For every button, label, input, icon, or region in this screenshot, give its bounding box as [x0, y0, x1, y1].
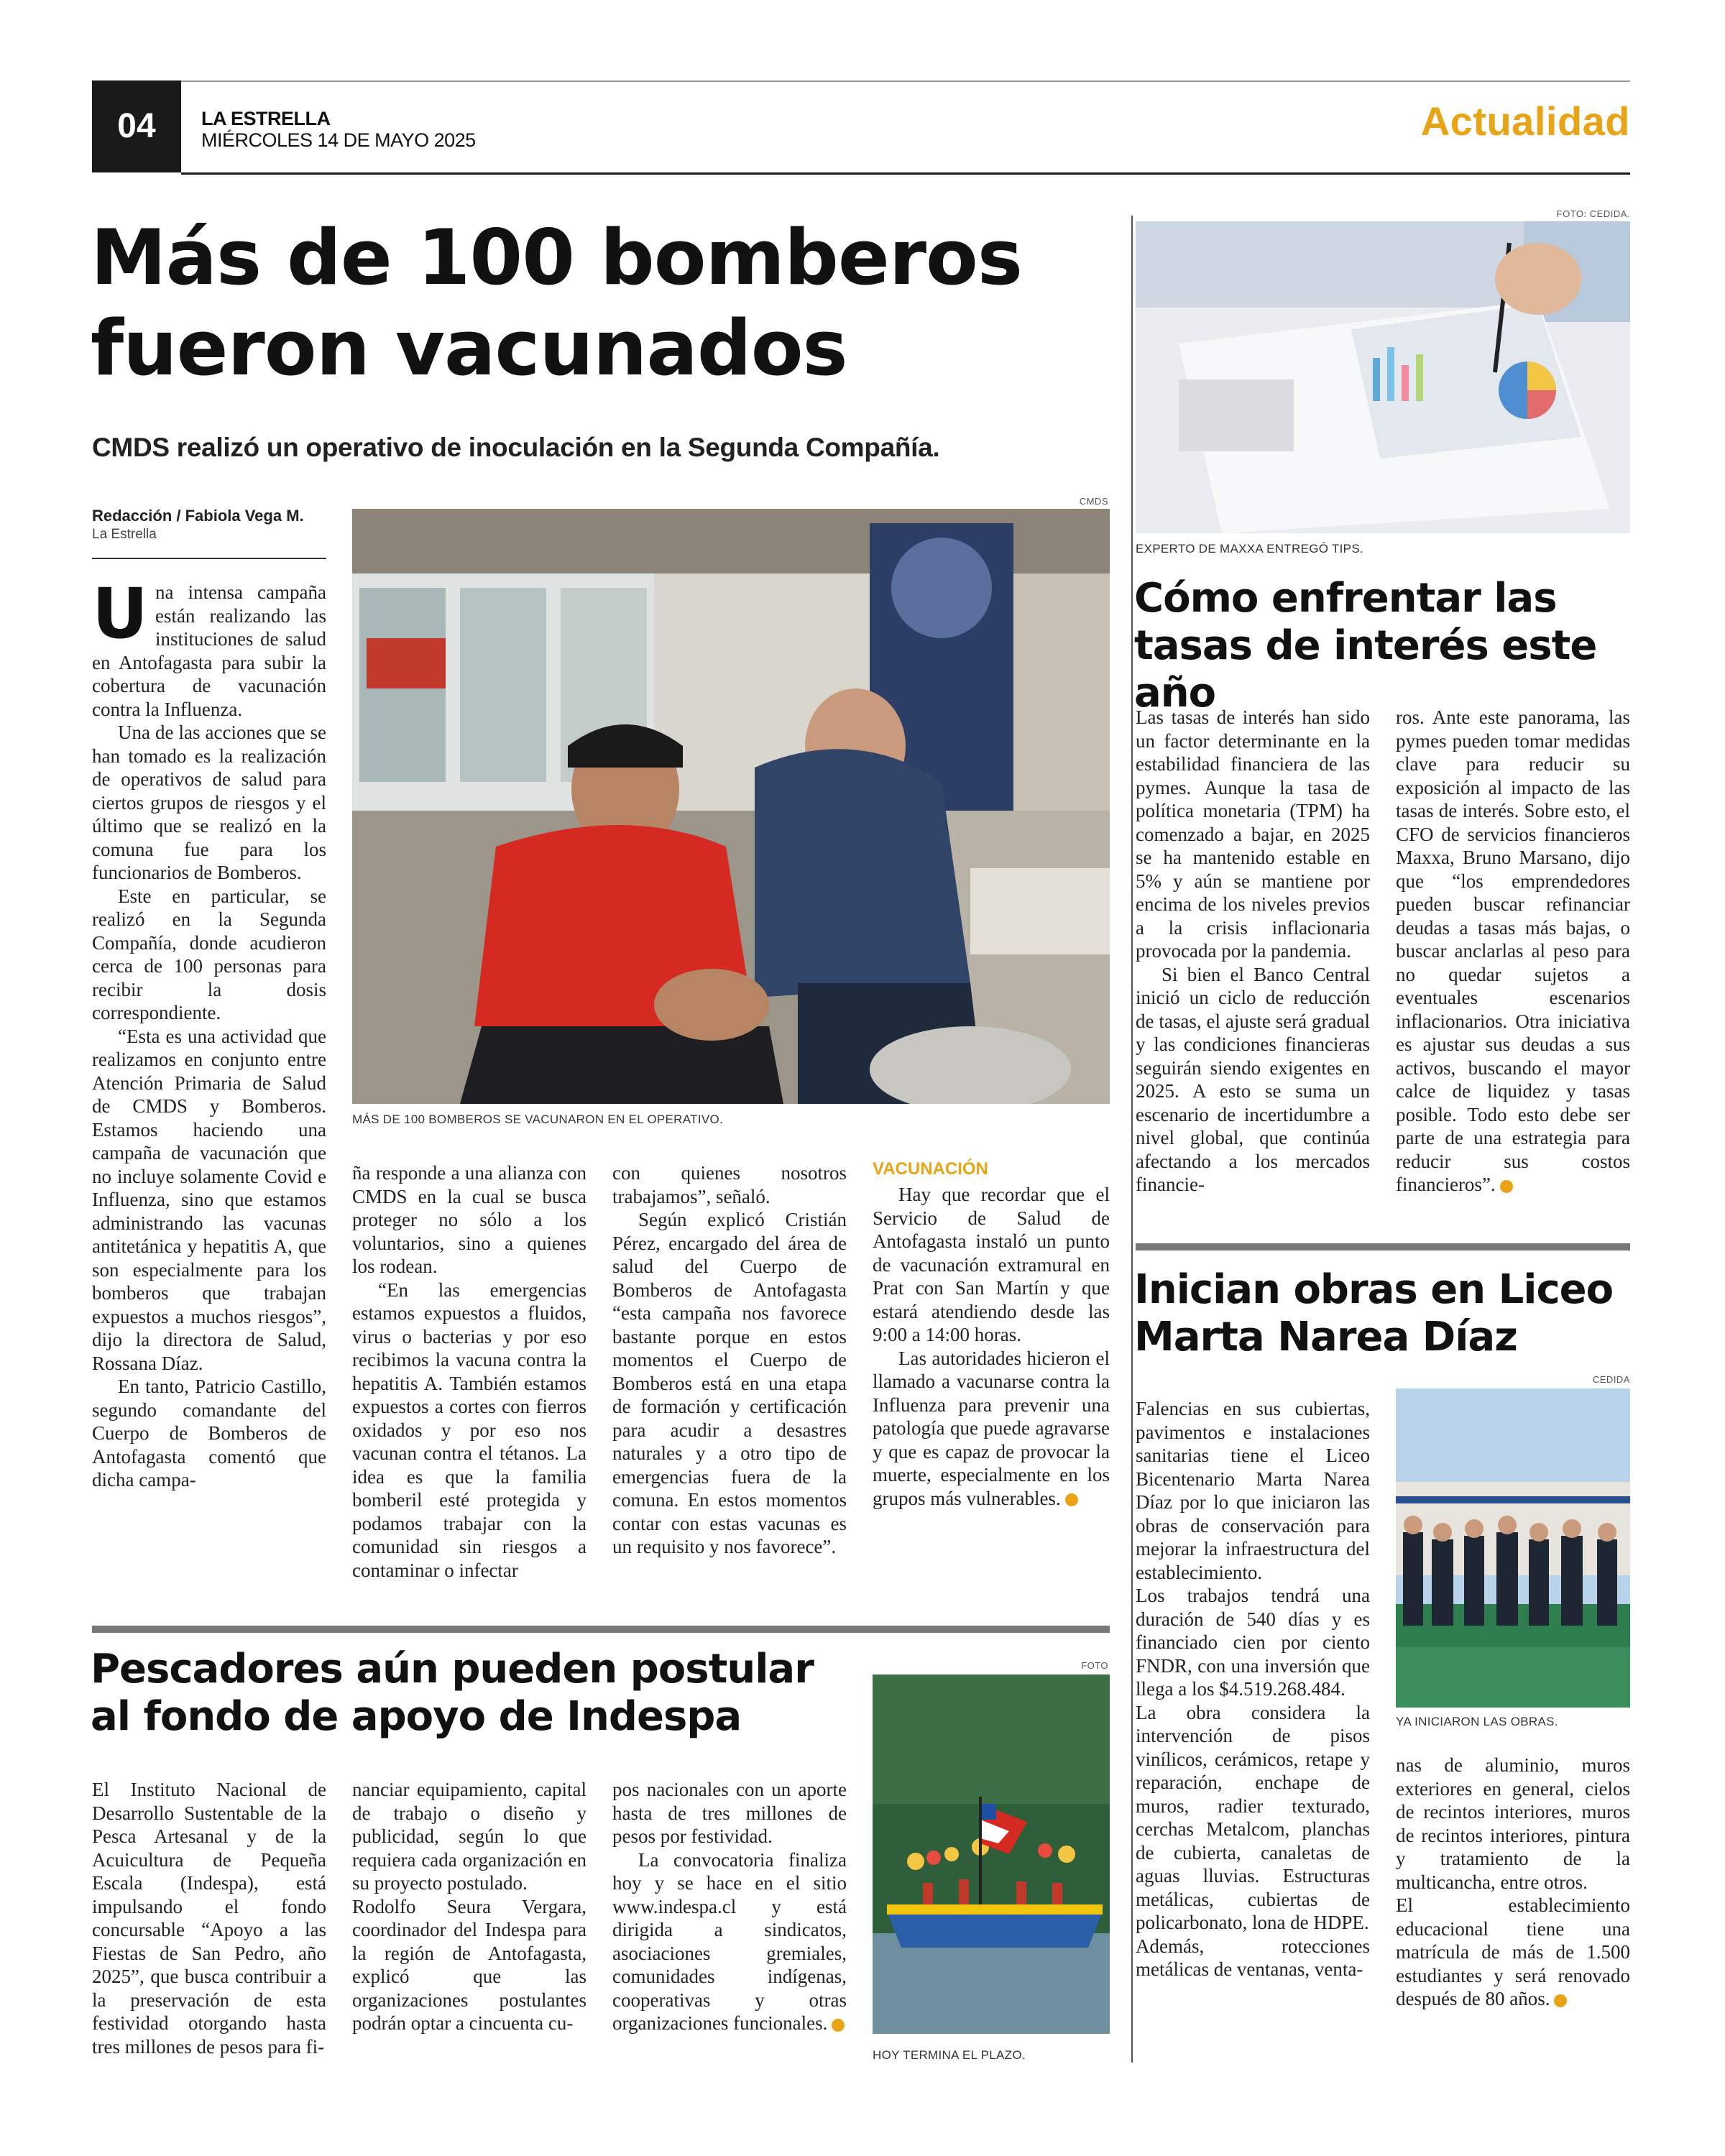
liceo-col-2-paragraph: El establecimiento educacional tiene una matrícula de más de 1.500 estudiantes y será renovado después de 80 años. — [1396, 1894, 1630, 2009]
liceo-col-1-paragraph: Los trabajos tendrá una duración de 540 días y es financiado cien por ciento FNDR, con una inversión que llega a los $4.519.268.484. — [1136, 1585, 1370, 1700]
rates-col-2 — [1396, 706, 1630, 1197]
main-col-2-paragraph: “En las emergencias estamos expuestos a fluidos, virus o bacterias y por eso recibimos la vacuna contra la hepatitis A. También estamos expuestos a cortes con fierros oxidados y por eso nos vacunan contra el tétanos. La idea es que la familia bomberil esté protegida y podamos trabajar con la comunidad sin riesgos a contaminar o infectar — [352, 1279, 586, 1581]
end-mark-icon — [1500, 1180, 1513, 1193]
finance-photo — [1136, 221, 1630, 533]
liceo-col-1 — [1136, 1397, 1370, 1981]
section-label: Actualidad — [1420, 98, 1630, 144]
rates-photo-credit: FOTO: CEDIDA. — [1556, 208, 1630, 219]
main-photo-credit: CMDS — [1079, 496, 1108, 507]
main-subheadline: CMDS realizó un operativo de inoculación en la Segunda Compañía. — [92, 433, 940, 462]
main-col-2-paragraph: ña responde a una alianza con CMDS en la cual se busca proteger no sólo a los voluntarios, sino a quienes los rodean. — [352, 1162, 586, 1277]
fishermen-headline: Pescadores aún pueden postular al fondo de apoyo de Indespa — [91, 1646, 814, 1740]
fishermen-photo — [873, 1674, 1110, 2034]
main-col-3-paragraph: con quienes nosotros trabajamos”, señaló. — [612, 1162, 847, 1207]
newspaper-name: LA ESTRELLA — [201, 108, 331, 129]
liceo-col-2-paragraph: nas de aluminio, muros exteriores en general, cielos de recintos interiores, muros de recintos interiores, pintura y tratamiento de la multicancha, entre otros. — [1396, 1754, 1630, 1893]
fishermen-col-2 — [352, 1778, 586, 2035]
main-col-3 — [612, 1161, 847, 1559]
page-number-box — [92, 80, 181, 172]
rates-col-2-paragraph: ros. Ante este panorama, las pymes pueden tomar medidas clave para reducir su exposición al impacto de las tasas de interés. Sobre esto, el CFO de servicios financieros Maxxa, Bruno Marsano, dijo que “los emprendedores pueden buscar refinanciar deudas a tasas más bajas, o buscar anclarlas al peso para no quedar sujetos a eventuales escenarios inflacionarios. Otra iniciativa es ajustar sus deudas a sus activos, buscando el mayor calce de liquidez y tasas posible. Todo esto debe ser parte de una estrategia para reducir sus costos financieros”. — [1396, 706, 1630, 1195]
fishermen-top-rule — [92, 1626, 1110, 1633]
main-col-1-paragraph: Este en particular, se realizó en la Segunda Compañía, donde acudieron cerca de 100 personas para recibir la dosis correspondiente. — [92, 885, 326, 1023]
main-headline: Más de 100 bomberos fueron vacunados — [91, 213, 1022, 392]
column-divider-main — [1131, 216, 1133, 2063]
end-mark-icon — [832, 2019, 845, 2032]
vaccination-photo — [352, 509, 1110, 1104]
liceo-photo — [1396, 1388, 1630, 1708]
issue-date: MIÉRCOLES 14 DE MAYO 2025 — [201, 129, 476, 151]
rates-headline: Cómo enfrentar las tasas de interés este año — [1134, 575, 1597, 717]
liceo-photo-caption: YA INICIARON LAS OBRAS. — [1396, 1715, 1558, 1728]
rates-col-1-paragraph: Si bien el Banco Central inició un ciclo de reducción de tasas, el ajuste será gradual y las condiciones financieras seguirán siendo exigentes en 2025. A esto se suma un escenario de incertidumbre a nivel global, que continúa afectando a los mercados financie- — [1136, 963, 1370, 1195]
main-col-1-paragraph: En tanto, Patricio Castillo, segundo comandante del Cuerpo de Bomberos de Antofagasta comentó que dicha campa- — [92, 1376, 326, 1491]
fishermen-col-3-paragraph: La convocatoria finaliza hoy y se hace en el sitio www.indespa.cl y está dirigida a sindicatos, asociaciones gremiales, comunidades indígenas, cooperativas y otras organizaciones funcionales. — [612, 1848, 847, 2034]
liceo-col-1-paragraph: La obra considera la intervención de pisos vinílicos, cerámicos, retape y reparación, enchape de muros, radier texturado, cerchas Metalcom, planchas de cubierta, canaletas de aguas lluvias. Estructuras metálicas, cubiertas de policarbonato, lona de HDPE. — [1136, 1701, 1370, 1933]
fishermen-photo-caption: HOY TERMINA EL PLAZO. — [873, 2048, 1026, 2062]
liceo-col-2 — [1396, 1754, 1630, 2011]
main-col-4 — [873, 1158, 1110, 1510]
liceo-col-1-paragraph: Falencias en sus cubiertas, pavimentos e instalaciones sanitarias tiene el Liceo Bicentenario Marta Narea Díaz por lo que iniciaron las obras de conservación para mejorar la infraestructura del establecimiento. — [1136, 1398, 1370, 1583]
liceo-col-1-paragraph: Además, rotecciones metálicas de ventanas, venta- — [1136, 1935, 1370, 1980]
main-col-4-paragraph: Hay que recordar que el Servicio de Salud de Antofagasta instaló un punto de vacunación extramural en Prat con San Martín y que estará atendiendo desde las 9:00 a 14:00 horas. — [873, 1184, 1110, 1345]
fishermen-col-3-paragraph: pos nacionales con un aporte hasta de tres millones de pesos por festividad. — [612, 1779, 847, 1847]
end-mark-icon — [1554, 1994, 1567, 2007]
fishermen-photo-credit: FOTO — [1081, 1660, 1108, 1671]
main-col-4-paragraph: Las autoridades hicieron el llamado a vacunarse contra la Influenza para prevenir una patología que puede agravarse y que es capaz de provocar la muerte, especialmente en los grupos más vulnerables. — [873, 1347, 1110, 1509]
fishermen-col-1-paragraph: El Instituto Nacional de Desarrollo Sustentable de la Pesca Artesanal y de la Acuicultura de Pequeña Escala (Indespa), está impulsando el fondo concursable “Apoyo a las Fiestas de San Pedro, año 2025”, que busca contribuir a la preservación de esta festividad otorgando hasta tres millones de pesos para fi- — [92, 1779, 326, 2058]
fishermen-col-2-paragraph: Rodolfo Seura Vergara, coordinador del Indespa para la región de Antofagasta, explicó que las organizaciones postulantes podrán optar a cincuenta cu- — [352, 1895, 586, 2034]
end-mark-icon — [1065, 1493, 1078, 1506]
fishermen-col-1 — [92, 1778, 326, 2058]
header-top-rule — [181, 80, 1630, 82]
dropcap: U — [92, 573, 148, 654]
byline: Redacción / Fabiola Vega M. — [92, 507, 304, 525]
page-number: 04 — [117, 107, 156, 145]
main-col-1-paragraph: “Esta es una actividad que realizamos en conjunto entre Atención Primaria de Salud de CMDS y Bomberos. Estamos haciendo una campaña de vacunación que no incluye solamente Covid e Influenza, sino que estamos administrando las vacunas antitetánica y hepatitis A, que son especialmente para los bomberos que trabajan expuestos a muchos riesgos”, dijo la directora de Salud, Rossana Díaz. — [92, 1025, 326, 1374]
liceo-headline: Inician obras en Liceo Marta Narea Díaz — [1134, 1266, 1614, 1360]
main-col-1-paragraph: Una de las acciones que se han tomado es la realización de operativos de salud para ciertos grupos de riesgos y el último que se realizó en la comuna fue para los funcionarios de Bomberos. — [92, 722, 326, 883]
main-photo-caption: MÁS DE 100 BOMBEROS SE VACUNARON EN EL OPERATIVO. — [352, 1112, 724, 1126]
main-lead-paragraph: Una intensa campaña están realizando las instituciones de salud en Antofagasta para subir la cobertura de vacunación contra la Influenza. — [92, 573, 326, 720]
fishermen-col-2-paragraph: nanciar equipamiento, capital de trabajo o diseño y publicidad, según lo que requiera cada organización en su proyecto postulado. — [352, 1779, 586, 1894]
byline-rule — [92, 558, 326, 559]
vaccination-label: VACUNACIÓN — [873, 1159, 988, 1179]
header-bottom-rule — [181, 172, 1630, 175]
liceo-photo-credit: CEDIDA — [1592, 1374, 1630, 1385]
main-col-3-paragraph: Según explicó Cristián Pérez, encargado del área de salud del Cuerpo de Bomberos de Antofagasta “esta campaña nos favorece bastante porque en estos momentos el Cuerpo de Bomberos está en una etapa de formación y certificación para acudir a desastres naturales y a otro tipo de emergencias fuera de la comuna. En estos momentos contar con estas vacunas es un requisito y nos favorece”. — [612, 1209, 847, 1557]
rates-photo-caption: EXPERTO DE MAXXA ENTREGÓ TIPS. — [1136, 542, 1363, 556]
byline-outlet: La Estrella — [92, 527, 157, 542]
fishermen-col-3 — [612, 1778, 847, 2035]
main-col-2 — [352, 1161, 586, 1582]
main-col-1 — [92, 573, 326, 1492]
rates-col-1-paragraph: Las tasas de interés han sido un factor determinante en la estabilidad financiera de las pymes. Aunque la tasa de política monetaria (TPM) ha comenzado a bajar, en 2025 se ha mantenido estable en 5% y aún se mantiene por encima de los niveles previos a la crisis inflacionaria provocada por la pandemia. — [1136, 706, 1370, 962]
rates-liceo-divider — [1136, 1243, 1630, 1250]
rates-col-1 — [1136, 706, 1370, 1197]
